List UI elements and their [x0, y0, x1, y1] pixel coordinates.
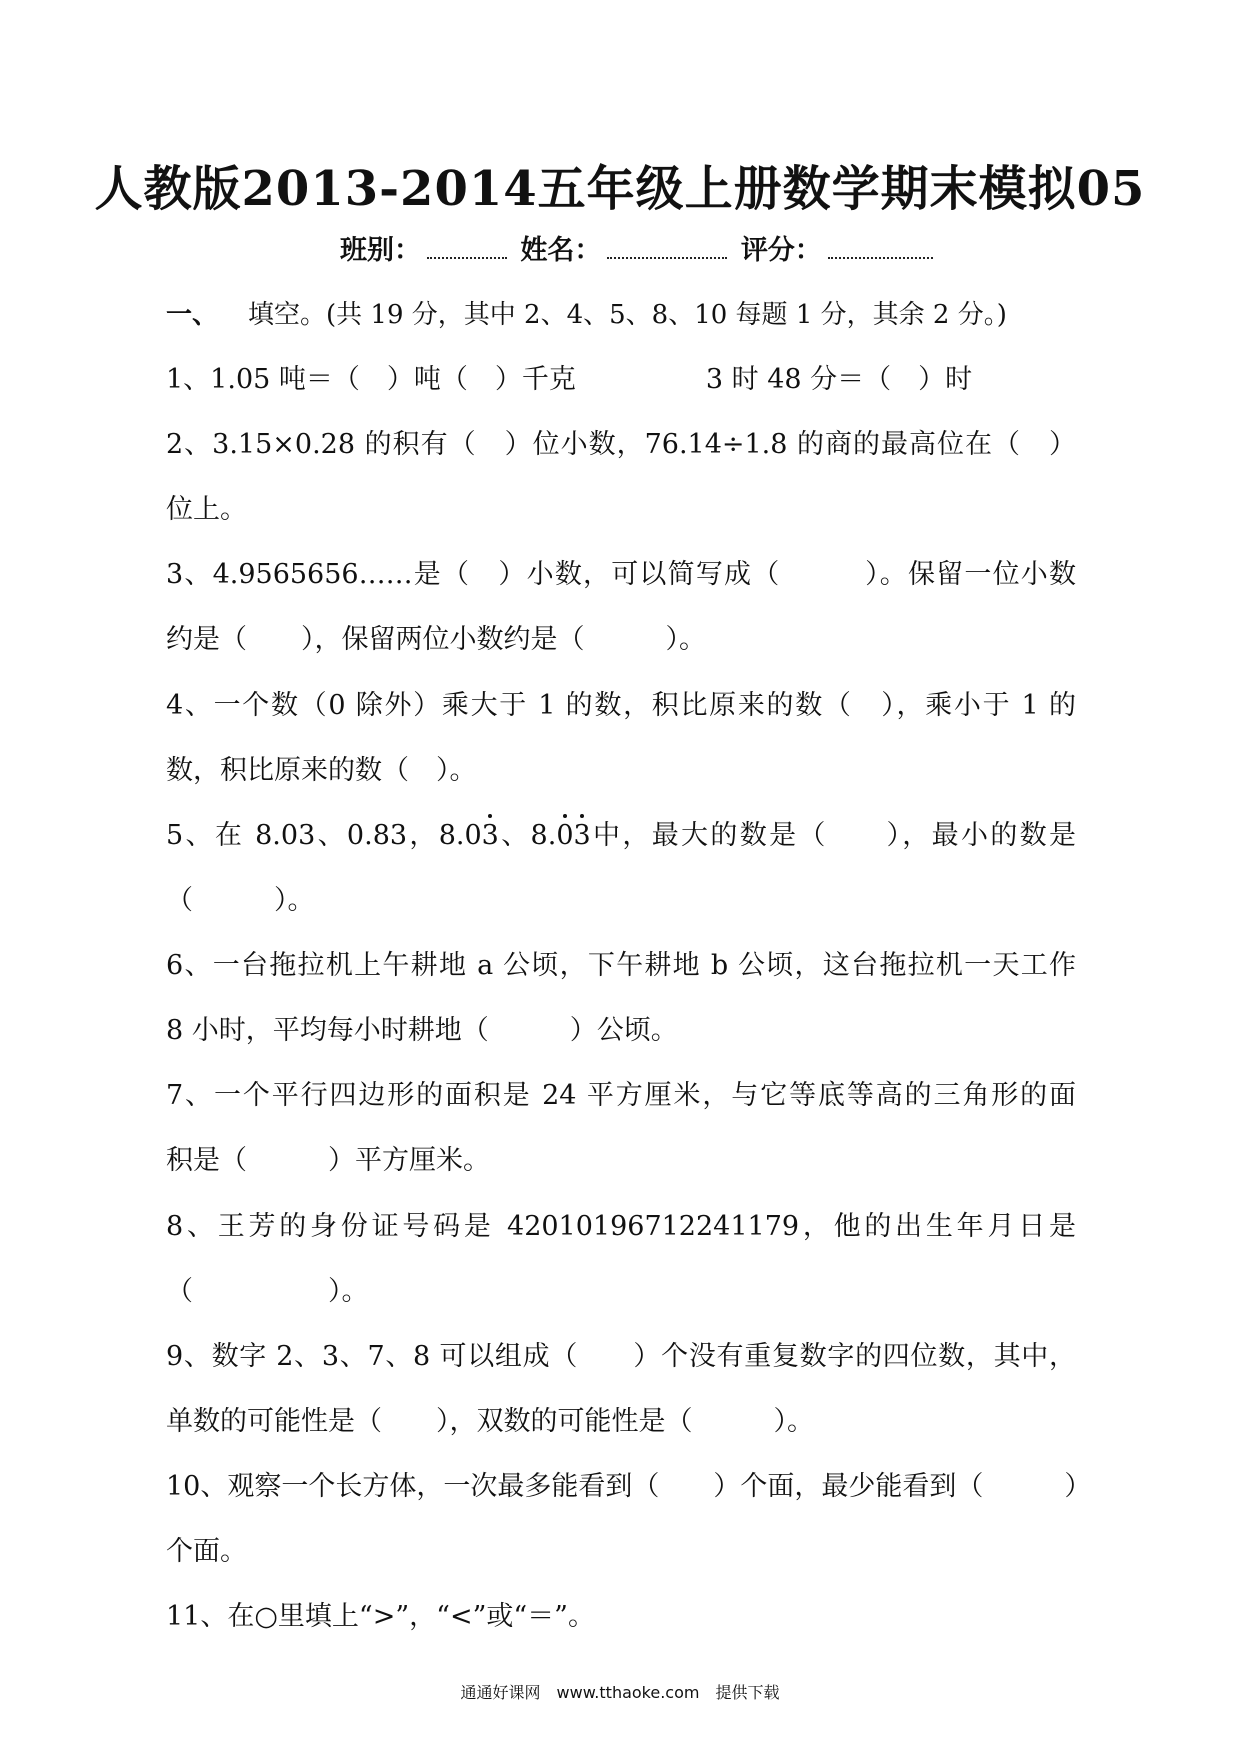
name-blank	[607, 231, 727, 259]
question-2-line-2: 位上。	[166, 494, 247, 525]
page-title: 人教版2013-2014五年级上册数学期末模拟05	[94, 161, 1146, 217]
question-3-line-1: 3、4.9565656……是（ ）小数，可以简写成（ ）。保留一位小数	[166, 559, 1076, 590]
question-7-line-1: 7、一个平行四边形的面积是 24 平方厘米，与它等底等高的三角形的面	[166, 1080, 1076, 1111]
footer-credit: 通通好课网 www.tthaoke.com 提供下载	[460, 1683, 780, 1702]
question-10-line-2: 个面。	[166, 1536, 247, 1567]
question-8-line-2: （ ）。	[166, 1276, 369, 1307]
section-heading	[166, 294, 1007, 331]
question-2-line-1: 2、3.15×0.28 的积有（ ）位小数，76.14÷1.8 的商的最高位在（ ）	[166, 429, 1076, 460]
question-8-line-1: 8、王芳的身份证号码是 42010196712241179，他的出生年月日是	[166, 1211, 1076, 1242]
question-4-line-2: 数，积比原来的数（ ）。	[166, 755, 477, 786]
student-info-row	[340, 228, 937, 267]
question-7-line-2: 积是（ ）平方厘米。	[166, 1145, 490, 1176]
question-9-line-1: 9、数字 2、3、7、8 可以组成（ ）个没有重复数字的四位数，其中，	[166, 1341, 1076, 1372]
repeating-digit: 3	[573, 820, 591, 851]
question-1	[166, 357, 1076, 396]
section-number: 一、	[166, 300, 219, 330]
question-5-line-2: （ ）。	[166, 885, 315, 916]
repeating-digit: 0	[556, 820, 574, 851]
question-5-mid: 、8.	[498, 820, 557, 851]
score-label: 评分：	[740, 235, 822, 266]
question-6-line-2: 8 小时，平均每小时耕地（ ）公顷。	[166, 1015, 678, 1046]
repeating-digit: 3	[481, 820, 499, 851]
question-3-line-2: 约是（ ），保留两位小数约是（ ）。	[166, 624, 706, 655]
score-blank	[828, 231, 933, 259]
question-11-line-1: 11、在○里填上“>”，“<”或“＝”。	[166, 1601, 595, 1632]
question-9-line-2: 单数的可能性是（ ），双数的可能性是（ ）。	[166, 1406, 814, 1437]
class-blank	[427, 231, 507, 259]
question-6-line-1: 6、一台拖拉机上午耕地 a 公顷，下午耕地 b 公顷，这台拖拉机一天工作	[166, 950, 1076, 981]
class-label: 班别：	[340, 235, 421, 266]
question-1-part-b: 3 时 48 分＝（ ）时	[705, 364, 973, 395]
question-5-lead: 5、在 8.03、0.83，8.0	[166, 820, 482, 851]
name-label: 姓名：	[520, 235, 602, 266]
question-1-part-a: 1、1.05 吨＝（ ）吨（ ）千克	[166, 364, 576, 395]
question-4-line-1: 4、一个数（0 除外）乘大于 1 的数，积比原来的数（ ），乘小于 1 的	[166, 690, 1076, 721]
section-text: 填空。(共 19 分，其中 2、4、5、8、10 每题 1 分，其余 2 分。)	[248, 300, 1007, 330]
question-10-line-1: 10、观察一个长方体，一次最多能看到（ ）个面，最少能看到（ ）	[166, 1471, 1092, 1502]
question-5-rest: 中，最大的数是（ ），最小的数是	[590, 820, 1077, 851]
question-5-line-1	[166, 813, 1076, 852]
